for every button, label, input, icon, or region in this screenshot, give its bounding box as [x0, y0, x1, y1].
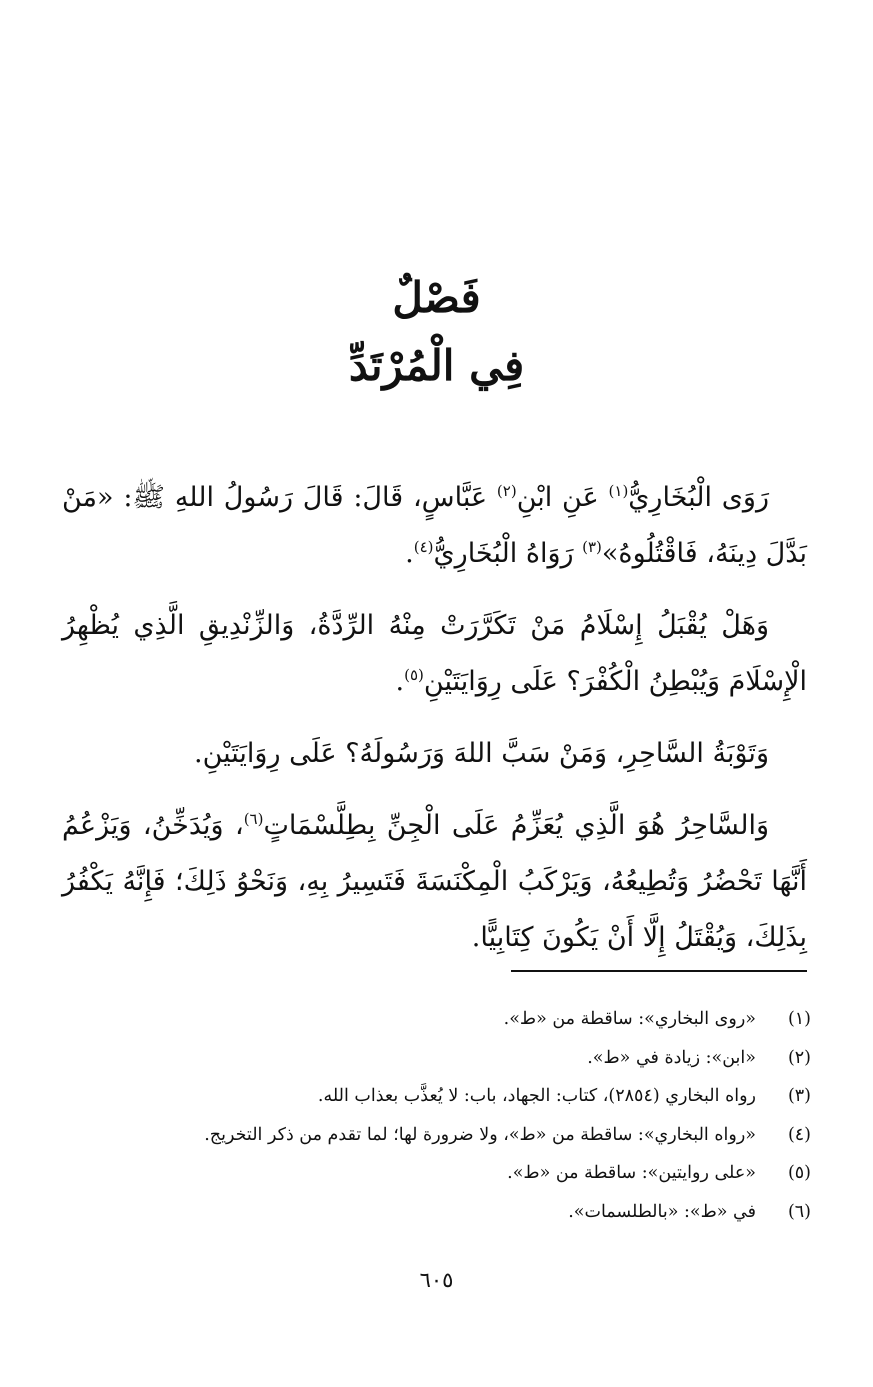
- chapter-subtitle: فِي الْمُرْتَدِّ: [348, 341, 525, 390]
- footnote-number: (٦): [787, 1201, 811, 1222]
- footnote-text: «ابن»: زيادة في «ط».: [587, 1047, 756, 1068]
- footnote-number: (٥): [787, 1163, 811, 1183]
- footnote-item: [51, 1116, 811, 1155]
- footnote-item: [51, 1000, 811, 1039]
- footnote-text: في «ط»: «بالطلسمات».: [568, 1201, 756, 1222]
- paragraph-4-part-a: وَالسَّاحِرُ هُوَ الَّذِي يُعَزِّمُ عَلَى الْجِنِّ بِطِلَّسْمَاتٍ: [263, 810, 769, 841]
- paragraph-2-part-b: .: [395, 666, 405, 697]
- paragraph-1-part-b: عَنِ ابْنِ: [516, 482, 609, 513]
- paragraph-1-part-c: عَبَّاسٍ، قَالَ: قَالَ رَسُولُ اللهِ ﷺ: «مَنْ بَدَّلَ دِينَهُ، فَاقْتُلُوهُ»: [62, 482, 807, 569]
- footnote-item: [51, 1193, 811, 1232]
- paragraph-4-part-b: ، وَيُدَخِّنُ، وَيَزْعُمُ أَنَّهَا تَحْضُرُ وَتُطِيعُهُ، وَيَرْكَبُ الْمِكْنَسَةَ فَتَسِيرُ بِهِ، وَنَحْوُ ذَلِكَ؛ فَإِنَّهُ يَكْفُرُ بِذَلِكَ، وَيُقْتَلُ إِلَّا أَنْ يَكُونَ كِتَابِيًّا.: [62, 810, 807, 953]
- paragraph-1-part-e: .: [405, 538, 414, 569]
- paragraph-1: [62, 470, 807, 582]
- footnotes: [51, 1000, 811, 1231]
- footnote-ref-6: (٦): [243, 810, 264, 828]
- chapter-title: فَصْلٌ: [392, 273, 481, 322]
- footnote-number: (١): [787, 1009, 811, 1029]
- footnote-number: (٣): [787, 1086, 811, 1106]
- footnote-item: [51, 1039, 811, 1078]
- footnote-item: [51, 1077, 811, 1116]
- footnote-ref-2: (٢): [496, 482, 517, 500]
- footnote-ref-4: (٤): [413, 538, 434, 556]
- main-text: [62, 470, 807, 982]
- footnote-text: «رواه البخاري»: ساقطة من «ط»، ولا ضرورة لها؛ لما تقدم من ذكر التخريج.: [204, 1124, 756, 1145]
- paragraph-2-part-a: وَهَلْ يُقْبَلُ إِسْلَامُ مَنْ تَكَرَّرَتْ مِنْهُ الرِّدَّةُ، وَالزِّنْدِيقِ الَّذِي يُظْهِرُ الْإِسْلَامَ وَيُبْطِنُ الْكُفْرَ؟ عَلَى رِوَايَتَيْنِ: [62, 610, 807, 697]
- footnote-number: (٢): [787, 1047, 811, 1068]
- footnote-text: «على روايتين»: ساقطة من «ط».: [507, 1163, 756, 1183]
- paragraph-2: [62, 598, 807, 710]
- footnote-divider: [511, 970, 807, 972]
- paragraph-3: وَتَوْبَةُ السَّاحِرِ، وَمَنْ سَبَّ اللهَ وَرَسُولَهُ؟ عَلَى رِوَايَتَيْنِ.: [193, 738, 769, 769]
- paragraph-1-part-d: رَوَاهُ الْبُخَارِيُّ: [433, 538, 583, 569]
- footnote-text: «روى البخاري»: ساقطة من «ط».: [503, 1009, 756, 1029]
- footnote-text: رواه البخاري (٢٨٥٤)، كتاب: الجهاد، باب: لا يُعذَّب بعذاب الله.: [317, 1086, 756, 1106]
- paragraph-4: [62, 798, 807, 966]
- paragraph-1-part-a: رَوَى الْبُخَارِيُّ: [628, 482, 770, 513]
- footnote-number: (٤): [787, 1124, 811, 1145]
- page-number: ٦٠٥: [419, 1268, 454, 1292]
- footnote-item: [51, 1154, 811, 1193]
- footnote-ref-3: (٣): [582, 538, 602, 556]
- footnote-ref-5: (٥): [404, 666, 424, 684]
- footnote-ref-1: (١): [608, 482, 629, 500]
